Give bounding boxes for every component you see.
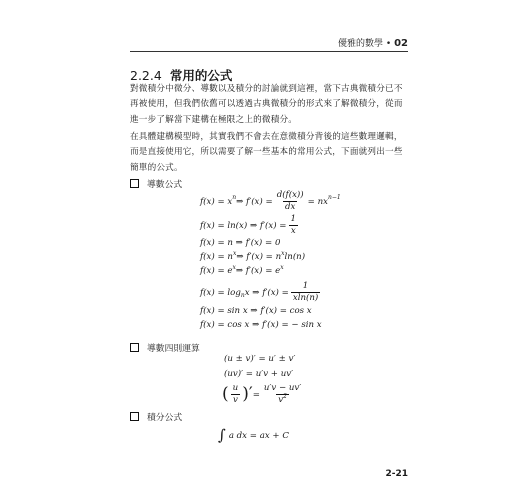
formula-sum-rule: (u ± v)′ = u′ ± v′ [224,354,296,364]
formula-cos-rule: f(x) = cos x ⇒ f′(x) = − sin x [200,320,322,330]
formula-product-rule: (uv)′ = u′v + uv′ [224,369,294,379]
checkbox-square-icon [130,412,139,421]
bullet-derivative-arithmetic [130,341,200,354]
formula-exponential-n-rule: f(x) = n x ⇒ f′(x) = n x ln(n) [200,249,306,262]
formula-constant-rule: f(x) = n ⇒ f′(x) = 0 [200,238,281,248]
paragraph-intro: 對微積分中微分、導數以及積分的討論就到這裡，當下古典微積分已不再被使用，但我們依舊可以透過古典微積分的形式來了解微積分，從而進一步了解當下建構在極限之上的微積分。 [130,84,403,125]
formula-exponential-e-rule: f(x) = e x ⇒ f′(x) = e x [200,263,284,276]
bullet-integral-formulas [130,410,182,423]
formula-integral-constant: ∫ a dx = ax + C [218,426,289,444]
header-separator: • [385,39,392,49]
paragraph-usage: 在具體建構模型時，其實我們不會去在意微積分背後的這些數理邏輯，而是直接使用它，所以需要了解一些基本的常用公式，下面就列出一些簡單的公式。 [130,132,403,173]
header-title: 優雅的數學 [338,39,384,49]
formula-ln-rule: f(x) = ln(x) ⇒ f′(x) = $\frac{1}{x}$ [200,214,296,236]
bullet-label: 導數四則運算 [147,344,200,354]
section-title: 常用的公式 [169,68,233,83]
page-number: 2-21 [385,469,408,479]
section-number: 2.2.4 [130,68,162,83]
integral-sign: ∫ [218,426,226,444]
formula-log-rule: f(x) = log n x ⇒ f′(x) = $\frac{1}{xln(n)}$ [200,281,319,303]
bullet-label: 積分公式 [147,413,183,423]
formula-quotient-rule: ( $\frac{u}{v}$ )′ = $\frac{u'v - uv'}{v^2}$ [222,383,302,405]
formula-sin-rule: f(x) = sin x ⇒ f′(x) = cos x [200,306,312,316]
formula-power-rule: f(x) = x n ⇒ f′(x) = $\frac{d(f(x))}{dx}$ = nx n−1 [200,190,341,212]
header-chapter: 02 [394,38,408,49]
checkbox-square-icon [130,343,139,352]
bullet-derivative-formulas [130,177,182,190]
running-header [130,36,408,50]
bullet-label: 導數公式 [147,180,183,190]
header-rule [130,51,408,52]
header-text [338,36,408,49]
checkbox-square-icon [130,179,139,188]
